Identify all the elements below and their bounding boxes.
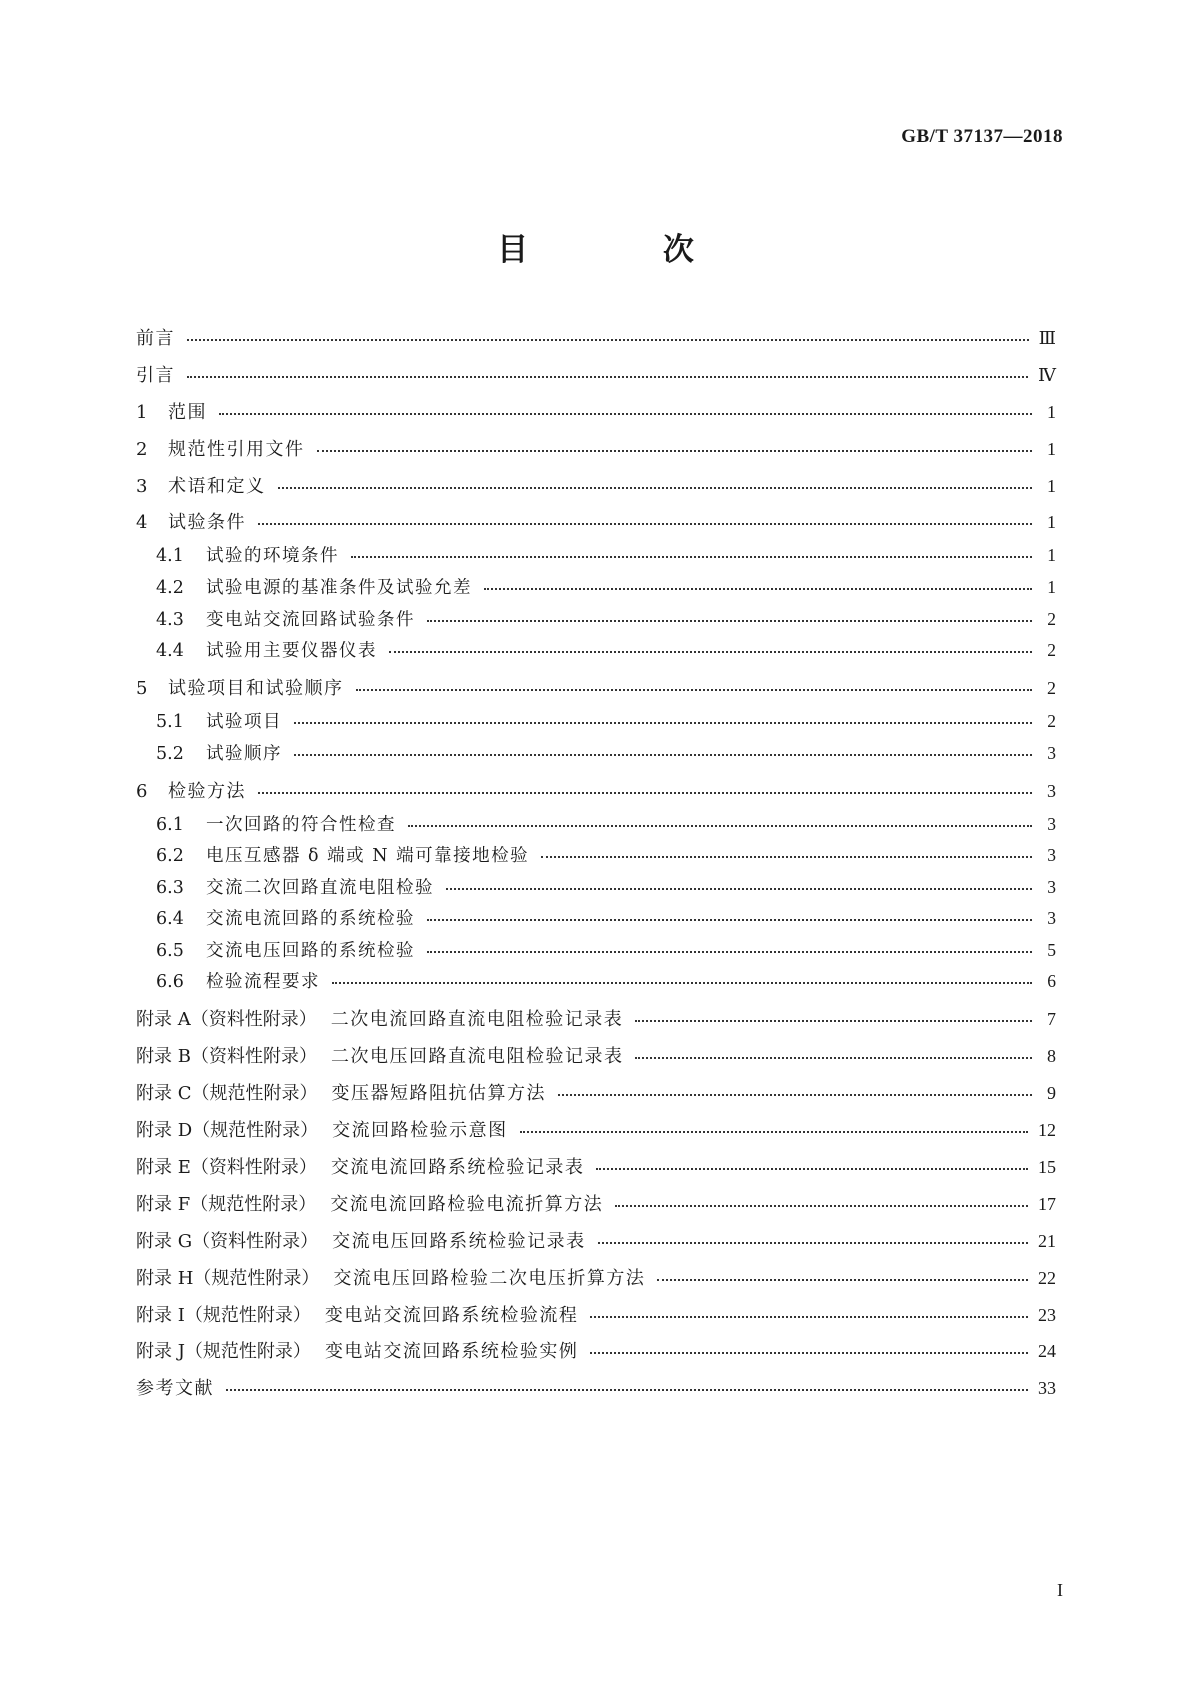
toc-entry-page: 15 [1038, 1157, 1056, 1178]
toc-entry-title: 交流电压回路的系统检验 [206, 940, 415, 961]
toc-entry-number: 2 [136, 438, 148, 460]
toc-entry[interactable] [136, 472, 1056, 509]
toc-entry[interactable] [136, 1301, 1056, 1338]
toc-entry-page: 1 [1047, 438, 1056, 459]
toc-entry-title: 二次电压回路直流电阻检验记录表 [330, 1046, 624, 1068]
toc-entry-number: 6.5 [156, 940, 184, 961]
toc-dot-leader [356, 689, 1033, 691]
toc-entry-number: 6.1 [156, 814, 184, 835]
toc-entry-page: 9 [1047, 1083, 1056, 1104]
toc-dot-leader [427, 951, 1032, 953]
toc-dot-leader [258, 792, 1032, 794]
toc-entry-title: 前言 [136, 328, 175, 349]
toc-entry-page: 2 [1047, 640, 1056, 661]
toc-entry-number: 4.2 [156, 577, 184, 598]
toc-entry-title: 电压互感器 δ 端或 N 端可靠接地检验 [206, 846, 530, 867]
toc-entry[interactable] [136, 777, 1056, 814]
toc-entry[interactable] [136, 1337, 1056, 1374]
toc-entry[interactable] [136, 1042, 1056, 1079]
toc-entry-title: 变电站交流回路系统检验实例 [324, 1341, 579, 1363]
toc-entry-title: 试验的环境条件 [206, 546, 339, 567]
toc-dot-leader [446, 888, 1032, 890]
toc-entry[interactable] [136, 937, 1056, 969]
toc-dot-leader [278, 487, 1033, 489]
toc-entry-number: 6.4 [156, 909, 184, 930]
toc-entry-title: 交流回路检验示意图 [332, 1120, 508, 1142]
toc-entry-page: 6 [1047, 971, 1056, 992]
toc-entry[interactable] [136, 708, 1056, 740]
toc-entry-page: 3 [1047, 876, 1056, 897]
toc-entry-title: 参考文献 [136, 1378, 214, 1400]
toc-entry-annex-label: 附录 F（规范性附录） [136, 1193, 317, 1215]
toc-dot-leader [596, 1168, 1028, 1170]
toc-dot-leader [389, 651, 1032, 653]
page-title: 目 次 [497, 232, 756, 268]
toc-entry-page: 2 [1047, 678, 1056, 699]
toc-entry-page: 3 [1047, 908, 1056, 929]
toc-dot-leader [226, 1389, 1028, 1391]
toc-entry-number: 3 [136, 475, 148, 497]
toc-entry-page: 24 [1038, 1341, 1056, 1362]
toc-entry[interactable] [136, 740, 1056, 777]
toc-entry-annex-label: 附录 E（资料性附录） [136, 1157, 317, 1179]
toc-entry[interactable] [136, 508, 1056, 545]
toc-entry-number: 4.4 [156, 641, 184, 662]
toc-dot-leader [408, 825, 1032, 827]
toc-dot-leader [520, 1131, 1028, 1133]
toc-entry-title: 检验流程要求 [206, 972, 320, 993]
toc-entry-title: 试验项目 [206, 712, 282, 733]
toc-entry-number: 6.3 [156, 877, 184, 898]
toc-entry[interactable] [136, 324, 1056, 361]
toc-entry[interactable] [136, 1005, 1056, 1042]
toc-entry-title: 变电站交流回路系统检验流程 [324, 1304, 579, 1326]
toc-entry-page: 2 [1047, 711, 1056, 732]
page-number: I [1057, 1580, 1063, 1600]
toc-entry[interactable] [136, 968, 1056, 1005]
toc-entry-page: 1 [1047, 512, 1056, 533]
toc-dot-leader [427, 620, 1032, 622]
toc-entry-page: 21 [1038, 1230, 1056, 1251]
toc-entry[interactable] [136, 874, 1056, 906]
toc-entry-number: 5.2 [156, 743, 184, 764]
toc-entry-title: 试验顺序 [206, 743, 282, 764]
toc-entry-annex-label: 附录 G（资料性附录） [136, 1230, 319, 1252]
toc-entry-page: 3 [1047, 845, 1056, 866]
toc-entry-title: 试验项目和试验顺序 [168, 678, 344, 700]
toc-dot-leader [351, 556, 1032, 558]
toc-entry-page: 7 [1047, 1009, 1056, 1030]
table-of-contents [136, 324, 1056, 1411]
toc-dot-leader [317, 450, 1033, 452]
toc-entry-title: 变压器短路阻抗估算方法 [331, 1083, 546, 1105]
toc-entry-annex-label: 附录 B（资料性附录） [136, 1046, 317, 1068]
toc-entry-annex-label: 附录 H（规范性附录） [136, 1267, 320, 1289]
toc-entry-number: 4.1 [156, 546, 184, 567]
toc-dot-leader [635, 1057, 1032, 1059]
toc-entry-title: 范围 [168, 401, 207, 423]
toc-entry[interactable] [136, 1153, 1056, 1190]
toc-dot-leader [187, 339, 1029, 341]
toc-dot-leader [598, 1242, 1028, 1244]
toc-entry-title: 交流电流回路检验电流折算方法 [330, 1193, 604, 1215]
toc-entry-title: 试验电源的基准条件及试验允差 [206, 577, 472, 598]
toc-entry[interactable] [136, 1116, 1056, 1153]
toc-entry-page: 1 [1047, 576, 1056, 597]
toc-entry-number: 1 [136, 401, 148, 423]
toc-entry-number: 6 [136, 780, 148, 802]
toc-entry[interactable] [136, 842, 1056, 874]
toc-entry-page: 12 [1038, 1120, 1056, 1141]
toc-dot-leader [635, 1020, 1032, 1022]
toc-entry-title: 试验条件 [168, 512, 246, 534]
toc-entry-title: 一次回路的符合性检查 [206, 814, 396, 835]
toc-entry[interactable] [136, 811, 1056, 843]
toc-dot-leader [590, 1316, 1028, 1318]
toc-entry-title: 规范性引用文件 [168, 438, 305, 460]
toc-dot-leader [615, 1205, 1028, 1207]
toc-entry-annex-label: 附录 C（规范性附录） [136, 1083, 318, 1105]
toc-entry-title: 交流电流回路的系统检验 [206, 909, 415, 930]
toc-dot-leader [294, 754, 1032, 756]
toc-entry-page: 1 [1047, 475, 1056, 496]
toc-entry[interactable] [136, 1374, 1056, 1411]
toc-entry-page: 3 [1047, 742, 1056, 763]
toc-entry[interactable] [136, 361, 1056, 398]
toc-entry-page: Ⅳ [1038, 364, 1056, 385]
toc-entry-number: 4 [136, 512, 148, 534]
toc-entry[interactable] [136, 674, 1056, 711]
toc-dot-leader [541, 856, 1032, 858]
toc-entry-page: 33 [1038, 1378, 1056, 1399]
toc-entry-page: Ⅲ [1038, 328, 1056, 348]
toc-entry[interactable] [136, 637, 1056, 674]
toc-dot-leader [427, 919, 1032, 921]
toc-entry-title: 交流二次回路直流电阻检验 [206, 877, 434, 898]
toc-entry[interactable] [136, 542, 1056, 574]
toc-entry-title: 交流电流回路系统检验记录表 [330, 1157, 585, 1179]
toc-entry-page: 22 [1038, 1267, 1056, 1288]
toc-dot-leader [294, 722, 1032, 724]
toc-entry-page: 1 [1047, 401, 1056, 422]
toc-entry[interactable] [136, 1227, 1056, 1264]
toc-entry-title: 交流电压回路系统检验记录表 [332, 1230, 586, 1252]
toc-entry[interactable] [136, 905, 1056, 937]
toc-dot-leader [558, 1094, 1032, 1096]
toc-dot-leader [258, 523, 1032, 525]
toc-entry[interactable] [136, 435, 1056, 472]
toc-entry-page: 8 [1047, 1046, 1056, 1067]
toc-entry[interactable] [136, 1264, 1056, 1301]
toc-entry-number: 6.6 [156, 972, 184, 993]
toc-dot-leader [590, 1352, 1028, 1354]
toc-entry-page: 3 [1047, 813, 1056, 834]
toc-entry-annex-label: 附录 J（规范性附录） [136, 1341, 311, 1363]
toc-entry-title: 试验用主要仪器仪表 [206, 641, 377, 662]
toc-entry[interactable] [136, 1190, 1056, 1227]
toc-entry-page: 3 [1047, 780, 1056, 801]
toc-entry-page: 2 [1047, 608, 1056, 629]
toc-dot-leader [219, 413, 1032, 415]
toc-dot-leader [187, 376, 1028, 378]
toc-entry[interactable] [136, 1079, 1056, 1116]
toc-entry[interactable] [136, 606, 1056, 638]
toc-entry-annex-label: 附录 D（规范性附录） [136, 1120, 319, 1142]
toc-dot-leader [484, 588, 1032, 590]
toc-entry-number: 5.1 [156, 712, 184, 733]
toc-entry-title: 引言 [136, 364, 175, 386]
toc-entry-title: 术语和定义 [168, 475, 266, 497]
toc-entry-number: 4.3 [156, 609, 184, 630]
standard-number: GB/T 37137—2018 [901, 126, 1063, 147]
toc-dot-leader [657, 1279, 1028, 1281]
toc-entry-title: 二次电流回路直流电阻检验记录表 [330, 1009, 624, 1031]
toc-entry-number: 6.2 [156, 846, 184, 867]
toc-entry-title: 变电站交流回路试验条件 [206, 609, 415, 630]
toc-entry-annex-label: 附录 I（规范性附录） [136, 1304, 311, 1326]
toc-entry-annex-label: 附录 A（资料性附录） [136, 1009, 317, 1031]
toc-entry-page: 5 [1047, 939, 1056, 960]
toc-entry-page: 17 [1038, 1193, 1056, 1214]
toc-entry[interactable] [136, 398, 1056, 435]
toc-entry[interactable] [136, 574, 1056, 606]
toc-dot-leader [332, 982, 1032, 984]
toc-entry-page: 1 [1047, 545, 1056, 566]
toc-entry-title: 交流电压回路检验二次电压折算方法 [333, 1267, 646, 1289]
toc-entry-page: 23 [1038, 1304, 1056, 1325]
toc-entry-title: 检验方法 [168, 780, 246, 802]
toc-entry-number: 5 [136, 678, 148, 700]
